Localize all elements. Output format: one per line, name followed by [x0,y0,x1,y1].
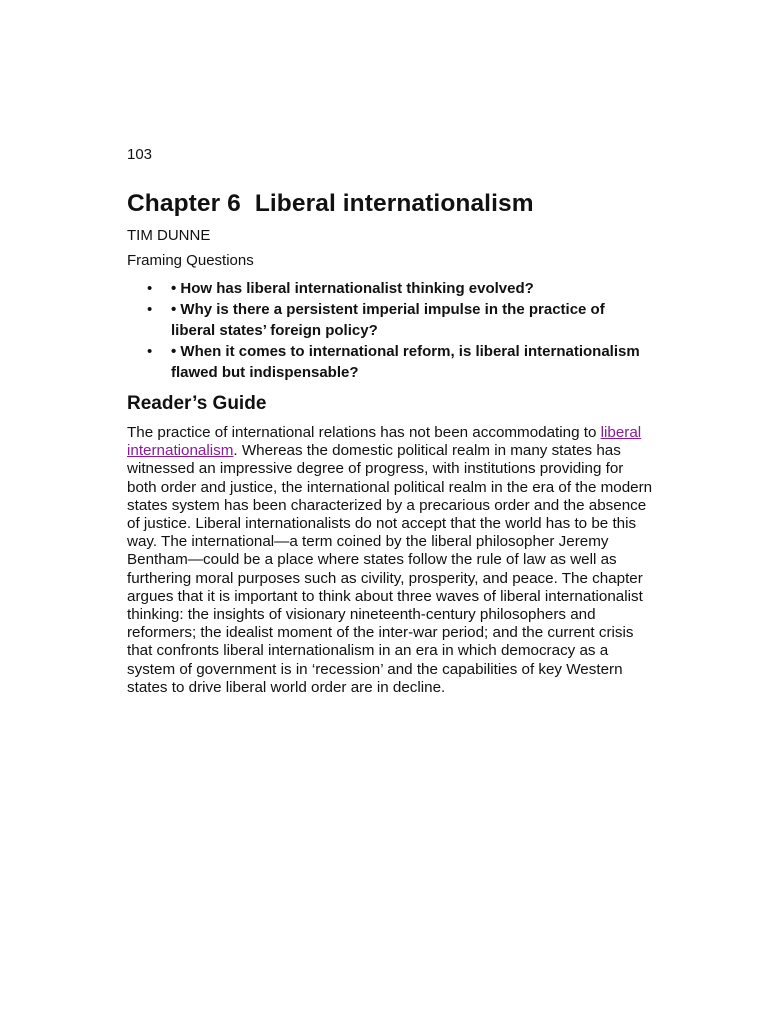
bullet-icon: • [147,343,153,360]
framing-questions-label: Framing Questions [127,252,254,269]
bullet-icon: • [147,301,153,318]
framing-question-text: • When it comes to international reform, is liberal internationalism flawed but indispensable? [171,343,640,381]
framing-questions-list [127,278,647,383]
chapter-title [127,190,534,218]
framing-question [127,278,647,299]
framing-question-text: • How has liberal internationalist thinking evolved? [171,280,534,297]
framing-question-text: • Why is there a persistent imperial impulse in the practice of liberal states’ foreign policy? [171,301,605,339]
readers-guide-paragraph [127,424,657,697]
readers-guide-heading: Reader’s Guide [127,393,267,414]
page-number: 103 [127,146,153,163]
chapter-author: TIM DUNNE [127,227,211,244]
guide-text-end: . Whereas the domestic political realm in many states has witnessed an impressive degree of progress, with institutions providing for both order and justice, the international political realm in the era of the modern states system has been characterized by a precarious order and the absence of justice. Liberal internationalists do not accept that the world has to be this way. The international—a term coined by the liberal philosopher Jeremy Bentham—could be a place where states follow the rule of law as well as furthering moral purposes such as civility, prosperity, and peace. The chapter argues that it is important to think about three waves of liberal internationalist thinking: the insights of visionary nineteenth-century philosophers and reformers; the idealist moment of the inter-war period; and the current crisis that confronts liberal internationalism in an era in which democracy as a system of government is in ‘recession’ and the capabilities of key Western states to drive liberal world order are in decline. [127,442,653,696]
guide-text-start: The practice of international relations has not been accommodating to [127,424,601,441]
framing-question [127,299,647,341]
chapter-label: Chapter 6 [127,190,241,217]
chapter-name: Liberal internationalism [254,190,534,217]
bullet-icon: • [147,280,153,297]
liberal-internationalism-link[interactable]: liberal internationalism [127,424,642,460]
framing-question [127,341,647,383]
